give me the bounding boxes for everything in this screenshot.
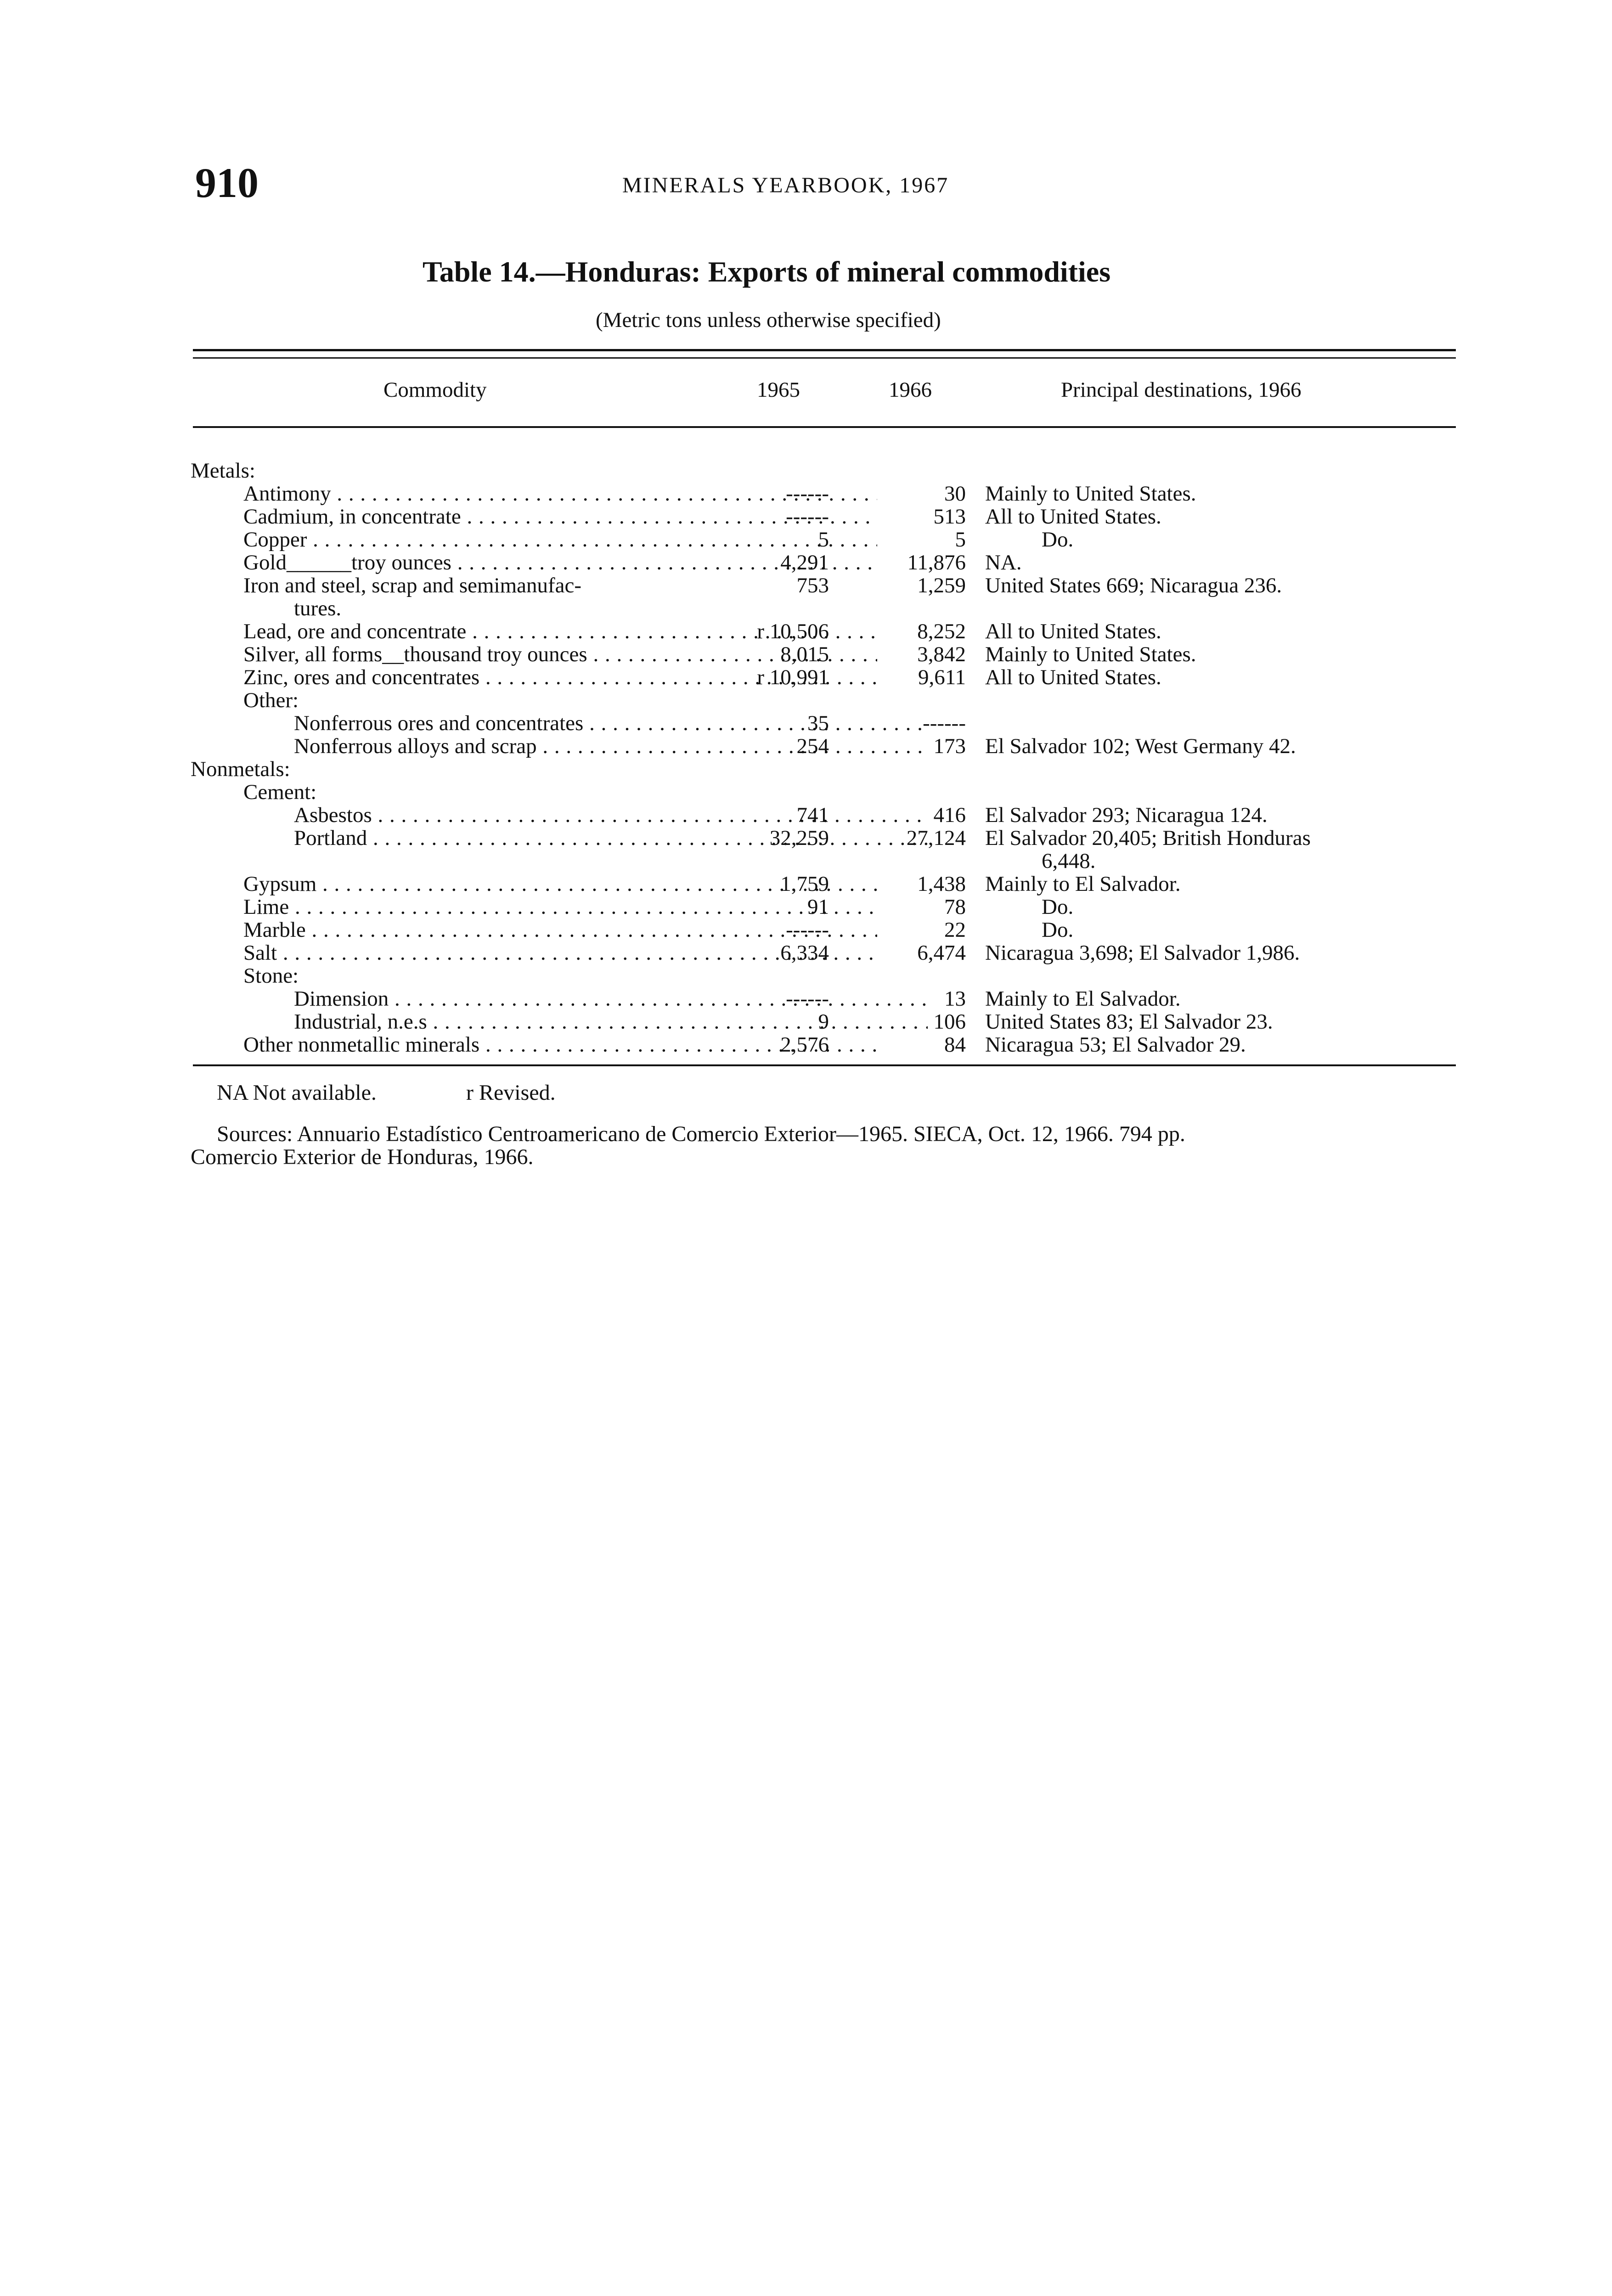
row-label: Gypsum . . . (243, 872, 877, 895)
value-1966: 22 (944, 918, 966, 942)
footnote-na: NA Not available. (217, 1080, 377, 1105)
destination: Mainly to United States. (985, 642, 1196, 666)
value-1965: 4,291 (780, 551, 829, 574)
value-1965: ------ (786, 505, 829, 529)
value-1965: 6,334 (780, 941, 829, 965)
value-1966: 3,842 (917, 642, 966, 666)
destination: Mainly to United States. (985, 482, 1196, 506)
destination: All to United States. (985, 619, 1161, 643)
value-1965: ------ (786, 482, 829, 506)
table-title: Table 14.—Honduras: Exports of mineral commodities (423, 255, 1111, 288)
row-label: Cement: (243, 781, 317, 804)
table-subtitle: (Metric tons unless otherwise specified) (596, 308, 941, 332)
destination: All to United States. (985, 665, 1161, 689)
row-label: Portland . . . (294, 827, 928, 850)
row-label: Gold______troy ounces . . . (243, 551, 877, 574)
destination: Nicaragua 53; El Salvador 29. (985, 1033, 1246, 1057)
value-1965: 1,759 (780, 872, 829, 896)
value-1966: 5 (955, 528, 966, 551)
value-1966: 84 (944, 1033, 966, 1057)
value-1966: 513 (933, 505, 966, 529)
sources-line-1: Sources: Annuario Estadístico Centroamericano de Comercio Exterior—1965. SIECA, Oct. 12, 1966. 794 pp. (217, 1122, 1185, 1146)
table-row (0, 918, 1612, 941)
top-rule (193, 349, 1456, 351)
value-1966: 6,474 (917, 941, 966, 965)
value-1965: r 10,991 (757, 665, 829, 689)
sources-line-2: Comercio Exterior de Honduras, 1966. (191, 1145, 534, 1169)
row-label: Lead, ore and concentrate . . . (243, 620, 877, 643)
column-header-commodity: Commodity (383, 378, 487, 402)
destination: Do. (1042, 918, 1074, 942)
destination: Do. (1042, 895, 1074, 919)
destination: Mainly to El Salvador. (985, 872, 1181, 896)
table-row (0, 528, 1612, 551)
value-1965: 5 (818, 528, 829, 551)
column-header-1966: 1966 (889, 378, 932, 402)
column-header-1965: 1965 (757, 378, 800, 402)
destination: El Salvador 293; Nicaragua 124. (985, 803, 1268, 827)
row-label: Zinc, ores and concentrates . . . (243, 666, 877, 689)
destination: Nicaragua 3,698; El Salvador 1,986. (985, 941, 1300, 965)
destination: El Salvador 20,405; British Honduras (985, 826, 1311, 850)
page-number: 910 (195, 159, 259, 206)
table-row (0, 574, 1612, 597)
row-label: Marble . . . (243, 918, 877, 941)
table-row (0, 872, 1612, 895)
row-label: Asbestos . . . (294, 804, 928, 827)
running-title: MINERALS YEARBOOK, 1967 (622, 173, 949, 197)
value-1966: 27,124 (906, 826, 966, 850)
value-1966: 9,611 (918, 665, 966, 689)
table-row (0, 895, 1612, 918)
destination: All to United States. (985, 505, 1161, 529)
row-label: Other nonmetallic minerals . . . (243, 1033, 877, 1056)
value-1965: r 10,506 (757, 619, 829, 643)
value-1965: 753 (796, 574, 829, 597)
row-label: Cadmium, in concentrate . . . (243, 505, 877, 528)
value-1965: 254 (796, 734, 829, 758)
value-1965: ------ (786, 918, 829, 942)
footnote-revised: r Revised. (466, 1080, 556, 1105)
top-rule-thin (193, 357, 1456, 359)
table-row (0, 505, 1612, 528)
value-1965: 8,015 (780, 642, 829, 666)
destination: Do. (1042, 528, 1074, 551)
row-label: Dimension . . . (294, 987, 928, 1010)
value-1965: 35 (807, 711, 829, 735)
row-label: Other: (243, 689, 299, 712)
value-1965: ------ (786, 987, 829, 1011)
value-1966: 8,252 (917, 619, 966, 643)
header-rule (193, 426, 1456, 428)
row-label: Antimony . . . (243, 482, 877, 505)
value-1966: 1,259 (917, 574, 966, 597)
row-label: Copper . . . (243, 528, 877, 551)
value-1966: 13 (944, 987, 966, 1011)
value-1966: 11,876 (907, 551, 966, 574)
value-1965: 32,259 (769, 826, 829, 850)
table-row (0, 804, 1612, 827)
destination: NA. (985, 551, 1022, 574)
row-label: Nonmetals: (191, 758, 290, 781)
table-row (0, 850, 1612, 872)
column-header-destinations: Principal destinations, 1966 (1061, 378, 1302, 402)
value-1966: ------ (923, 711, 966, 735)
table-row (0, 666, 1612, 689)
row-label: Salt . . . (243, 941, 877, 964)
table-row (0, 1010, 1612, 1033)
row-label: Lime . . . (243, 895, 877, 918)
table-row (0, 620, 1612, 643)
table-row (0, 597, 1612, 620)
value-1966: 106 (933, 1010, 966, 1034)
table-row (0, 689, 1612, 712)
row-label: Silver, all forms__thousand troy ounces . . . (243, 643, 877, 666)
value-1966: 416 (933, 803, 966, 827)
table-row (0, 781, 1612, 804)
table-row (0, 643, 1612, 666)
table-row (0, 712, 1612, 735)
destination: 6,448. (1042, 849, 1096, 873)
value-1966: 173 (933, 734, 966, 758)
table-row (0, 987, 1612, 1010)
table-row (0, 459, 1612, 482)
value-1965: 741 (796, 803, 829, 827)
bottom-rule (193, 1064, 1456, 1066)
table-row (0, 941, 1612, 964)
destination: Mainly to El Salvador. (985, 987, 1181, 1011)
row-label: Industrial, n.e.s . . . (294, 1010, 928, 1033)
value-1965: 91 (807, 895, 829, 919)
row-label: Iron and steel, scrap and semimanufac- (243, 574, 582, 597)
table-row (0, 758, 1612, 781)
value-1965: 9 (818, 1010, 829, 1034)
value-1966: 30 (944, 482, 966, 506)
table-row (0, 735, 1612, 758)
row-label: Metals: (191, 459, 255, 482)
row-label: Stone: (243, 964, 299, 987)
destination: United States 669; Nicaragua 236. (985, 574, 1282, 597)
destination: El Salvador 102; West Germany 42. (985, 734, 1296, 758)
table-row (0, 551, 1612, 574)
row-label: tures. (294, 597, 342, 620)
row-label: Nonferrous ores and concentrates . . . (294, 712, 928, 735)
row-label: Nonferrous alloys and scrap . . . (294, 735, 928, 758)
table-row (0, 964, 1612, 987)
value-1965: 2,576 (780, 1033, 829, 1057)
table-row (0, 1033, 1612, 1056)
value-1966: 78 (944, 895, 966, 919)
table-row (0, 482, 1612, 505)
destination: United States 83; El Salvador 23. (985, 1010, 1273, 1034)
value-1966: 1,438 (917, 872, 966, 896)
table-row (0, 827, 1612, 850)
